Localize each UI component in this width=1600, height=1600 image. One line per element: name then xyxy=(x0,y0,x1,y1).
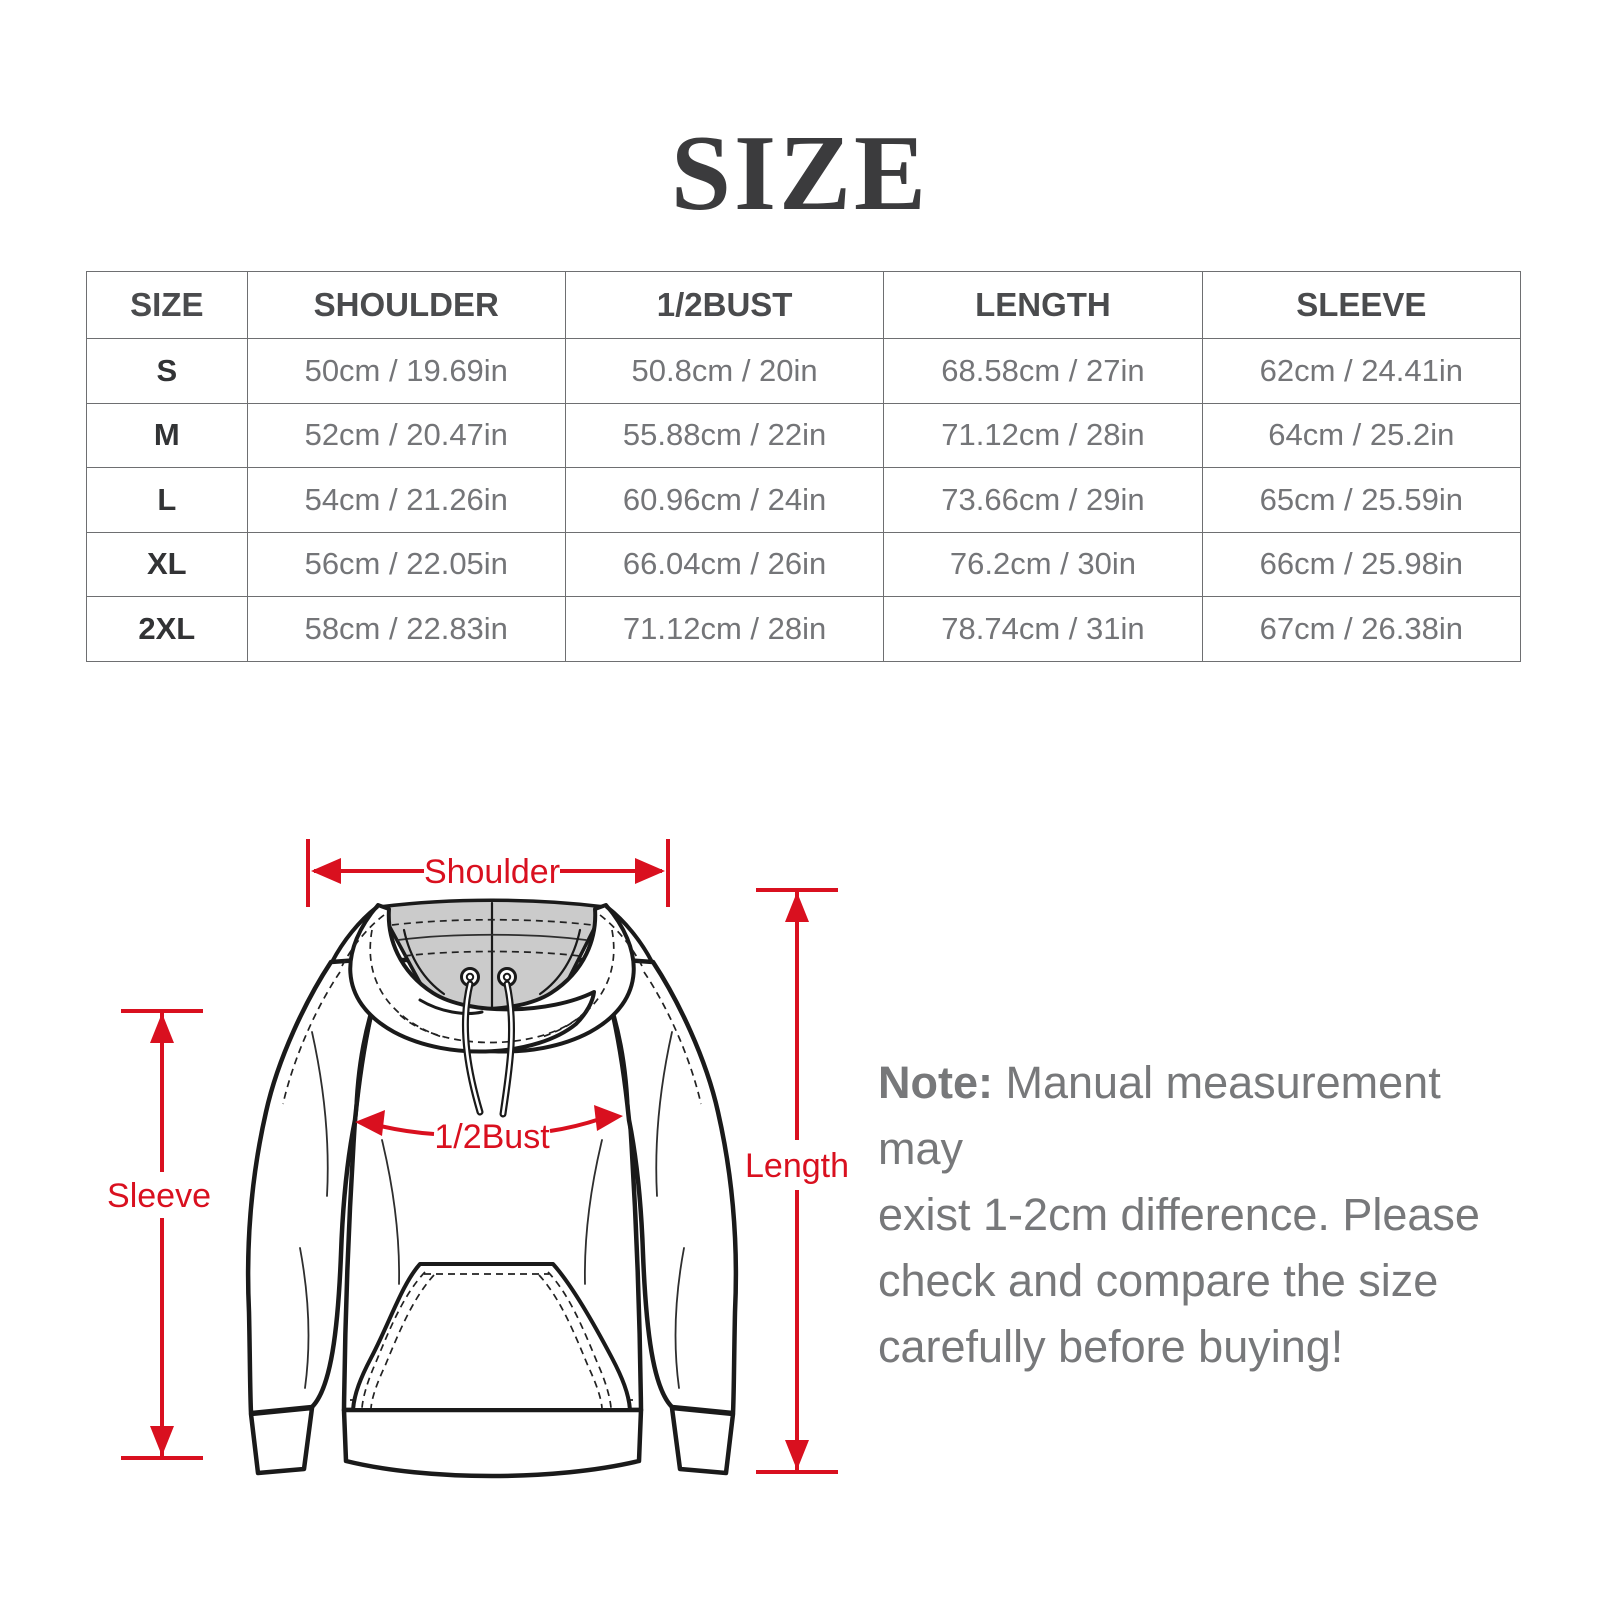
size-cell: M xyxy=(87,403,248,468)
value-cell: 50cm / 19.69in xyxy=(247,339,565,404)
sleeve-measure-arrow xyxy=(107,1011,211,1458)
value-cell: 64cm / 25.2in xyxy=(1202,403,1520,468)
measurement-note xyxy=(878,1050,1518,1380)
shoulder-measure-arrow xyxy=(308,839,668,907)
value-cell: 71.12cm / 28in xyxy=(565,597,883,662)
size-cell: S xyxy=(87,339,248,404)
value-cell: 71.12cm / 28in xyxy=(884,403,1202,468)
value-cell: 62cm / 24.41in xyxy=(1202,339,1520,404)
value-cell: 68.58cm / 27in xyxy=(884,339,1202,404)
value-cell: 66cm / 25.98in xyxy=(1202,532,1520,597)
size-cell: L xyxy=(87,468,248,533)
hoodie-hem-band xyxy=(344,1410,641,1476)
value-cell: 73.66cm / 29in xyxy=(884,468,1202,533)
note-line: carefully before buying! xyxy=(878,1321,1344,1372)
value-cell: 65cm / 25.59in xyxy=(1202,468,1520,533)
length-measure-arrow xyxy=(745,890,849,1472)
length-measure-label: Length xyxy=(745,1147,849,1185)
column-header-size: SIZE xyxy=(87,272,248,339)
value-cell: 55.88cm / 22in xyxy=(565,403,883,468)
value-cell: 66.04cm / 26in xyxy=(565,532,883,597)
size-cell: XL xyxy=(87,532,248,597)
value-cell: 52cm / 20.47in xyxy=(247,403,565,468)
value-cell: 60.96cm / 24in xyxy=(565,468,883,533)
value-cell: 50.8cm / 20in xyxy=(565,339,883,404)
column-header-sleeve: SLEEVE xyxy=(1202,272,1520,339)
hoodie-illustration xyxy=(248,900,736,1476)
half-bust-measure-label: 1/2Bust xyxy=(434,1118,550,1156)
shoulder-measure-label: Shoulder xyxy=(423,853,561,891)
column-header-length: LENGTH xyxy=(884,272,1202,339)
hoodie-right-cuff xyxy=(672,1408,733,1473)
value-cell: 54cm / 21.26in xyxy=(247,468,565,533)
value-cell: 58cm / 22.83in xyxy=(247,597,565,662)
value-cell: 76.2cm / 30in xyxy=(884,532,1202,597)
column-header-halfbust: 1/2BUST xyxy=(565,272,883,339)
note-line xyxy=(878,1050,1518,1182)
note-line: exist 1-2cm difference. Please xyxy=(878,1189,1480,1240)
page-title: SIZE xyxy=(670,114,930,233)
note-line: check and compare the size xyxy=(878,1255,1439,1306)
column-header-shoulder: SHOULDER xyxy=(247,272,565,339)
value-cell: 67cm / 26.38in xyxy=(1202,597,1520,662)
note-label: Note: xyxy=(878,1057,993,1108)
sleeve-measure-label: Sleeve xyxy=(107,1177,211,1215)
size-cell: 2XL xyxy=(87,597,248,662)
note-text: Manual measurement may xyxy=(878,1057,1441,1174)
value-cell: 78.74cm / 31in xyxy=(884,597,1202,662)
hoodie-left-cuff xyxy=(251,1408,312,1473)
value-cell: 56cm / 22.05in xyxy=(247,532,565,597)
